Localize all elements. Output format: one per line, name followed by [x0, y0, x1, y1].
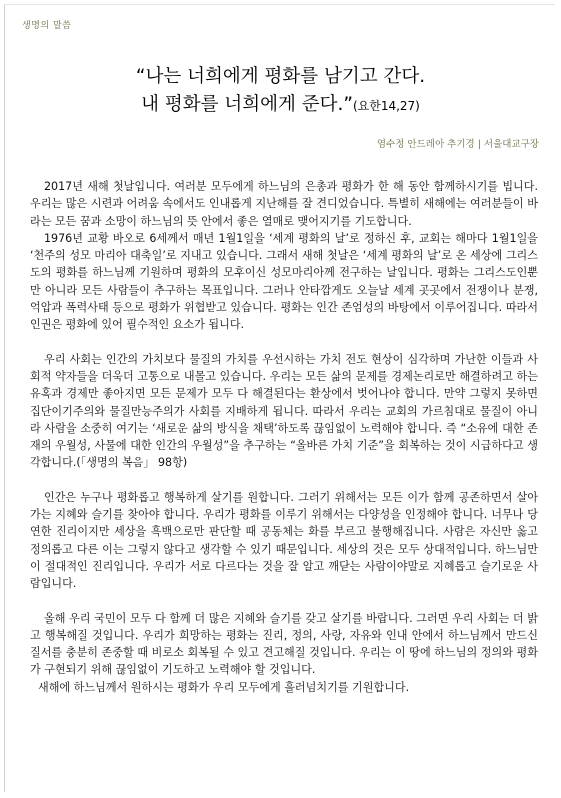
author-byline: 염수정 안드레아 추기경 | 서울대교구장 [376, 139, 539, 150]
paragraph: 우리 사회는 인간의 가치보다 물질의 가치를 우선시하는 가치 전도 현상이 심각하며 가난한 이들과 사회적 약자들을 더욱더 고통으로 내몰고 있습니다. 우리는 모든 삶의 문제를 경제논리로만 해결하려고 하는 유혹과 경제만 좋아지면 모든 문제가 모두 다 해결된다는 환상에서 벗어나야 합니다. 만약 그렇지 못하면 집단이기주의와 물질만능주의가 사회를 지배하게 됩니다. 따라서 우리는 교회의 가르침대로 물질이 아니라 사람을 소중히 여기는 ‘새로운 삶의 방식을 채택’하도록 끊임없이 노력해야 합니다. 즉 “소유에 대한 존재의 우월성, 사물에 대한 인간의 우월성”을 추구하는 “올바른 가치 기준”을 회복하는 것이 시급하다고 생각합니다.(「생명의 복음」 98항) [30, 352, 538, 470]
paragraph: 인간은 누구나 평화롭고 행복하게 살기를 원합니다. 그러기 위해서는 모든 이가 함께 공존하면서 살아가는 지혜와 슬기를 찾아야 합니다. 우리가 평화를 이루기 위해서는 다양성을 인정해야 합니다. 너무나 당연한 진리이지만 세상을 흑백으로만 판단할 때 공동체는 화를 부르고 불행해집니다. 사람은 자신만 옳고 정의롭고 다른 이는 그렇지 않다고 생각할 수 있기 때문입니다. 세상의 것은 모두 상대적입니다. 하느님만이 절대적인 진리입니다. 우리가 서로 다르다는 것을 잘 알고 깨닫는 사람이야말로 지혜롭고 슬기로운 사람입니다. [30, 490, 538, 591]
section-label: 생명의 말씀 [22, 21, 72, 31]
article-body [30, 178, 538, 696]
title-line-2 [0, 90, 561, 116]
title-line-2-text: 내 평화를 너희에게 준다.” [141, 94, 353, 115]
title-line-1: “나는 너희에게 평화를 남기고 간다. [135, 66, 426, 87]
paragraph: 새해에 하느님께서 원하시는 평화가 우리 모두에게 흘러넘치기를 기원합니다. [38, 680, 410, 694]
paragraph: 올해 우리 국민이 모두 다 함께 더 많은 지혜와 슬기를 갖고 살기를 바랍니다. 그러면 우리 사회는 더 밝고 행복해질 것입니다. 우리가 희망하는 평화는 진리, 정의, 사랑, 자유와 인내 안에서 하느님께서 만드신 질서를 충분히 존중할 때 비로소 회복될 수 있고 견고해질 것입니다. 우리는 이 땅에 하느님의 정의와 평화가 구현되기 위해 끊임없이 기도하고 노력해야 할 것입니다. [30, 611, 538, 677]
paragraph: 2017년 새해 첫날입니다. 여러분 모두에게 하느님의 은총과 평화가 한 해 동안 함께하시기를 빕니다. 우리는 많은 시련과 어려움 속에서도 인내롭게 지난해를 잘 견디었습니다. 특별히 새해에는 여러분들이 바라는 모든 꿈과 소망이 하느님의 뜻 안에서 좋은 열매로 맺어지기를 기도합니다. [30, 180, 538, 228]
paragraph: 1976년 교황 바오로 6세께서 매년 1월1일을 ‘세계 평화의 날’로 정하신 후, 교회는 해마다 1월1일을 ‘천주의 성모 마리아 대축일’로 지내고 있습니다. 그래서 새해 첫날은 ‘세계 평화의 날’로 온 세상에 그리스도의 평화를 하느님께 기원하며 평화의 모후이신 성모마리아께 전구하는 날입니다. 평화는 그리스도인뿐만 아니라 모든 사람들이 추구하는 목표입니다. 그러나 안타깝게도 오늘날 세계 곳곳에서 전쟁이나 분쟁, 억압과 폭력사태 등으로 평화가 위협받고 있습니다. 평화는 인간 존엄성의 바탕에서 이루어집니다. 따라서 인권은 평화에 있어 필수적인 요소가 됩니다. [30, 231, 538, 332]
title-citation: (요한14,27) [352, 99, 420, 113]
